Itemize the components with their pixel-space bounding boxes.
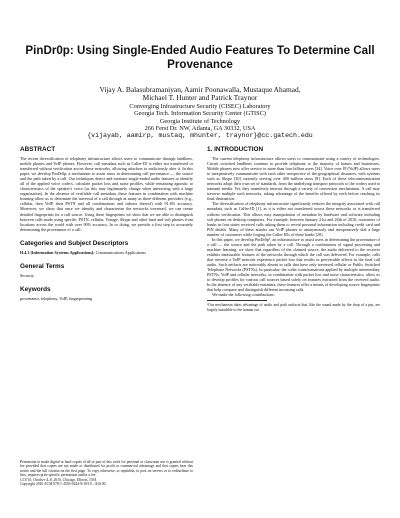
paper-title: PinDr0p: Using Single-Ended Audio Features To Determine Call Provenance — [25, 44, 375, 71]
author-block — [30, 86, 370, 140]
author-names-line2: Michael T. Hunter and Patrick Traynor — [142, 93, 258, 103]
left-column — [20, 146, 193, 301]
general-terms-text: Security — [20, 272, 34, 278]
intro-paragraph-1: The current telephony infrastructure allows users to communicate using a variety of technologies. Circuit switched landlines continue to provide telephony to the majority of homes and businesses. Mobile phones now offer service to more than four billion users [34]. Voice over IP (VoIP) allows users to inexpensively communicate with each other irrespective of the geographical distances, with systems such as Skype [30] currently serving over 400 million users [8]. Each of these telecommunication networks adopt their own set of standards, from the underlying transport protocols to the codecs used to transmit media. Yet, they seamlessly interact through a variety of conversion mechanisms. A call may traverse multiple such networks, taking advantage of the benefits offered by each before reaching its final destination. — [207, 156, 380, 202]
intro-paragraph-3: In this paper, we develop PinDr0p¹, an infrastructure to assist users in determining the provenance of a call — the source and the path taken by a call. Through a combination of signal processing and machine learning, we show that regardless of the claimed source, the audio delivered to the receiver exhibits measurable features of the networks through which the call was delivered. For example, calls that traverse a VoIP network experience packet loss that results in perceivable effects in the final call audio. Such artifacts are noticeably absent in calls that have only traversed cellular or Public Switched Telephone Networks (PSTNs). In particular, the codec transformations applied by multiple intermediary PSTNs, VoIP and cellular networks, in combination with packet loss and noise characteristics, allow us to develop profiles for various call sources based solely on features extracted from the received audio. In the absence of any verifiable metadata, these features offer a means of developing source fingerprints that help compare and distinguish different incoming calls. — [207, 236, 380, 293]
affiliation-center: Georgia Tech. Information Security Center (GTISC) — [134, 110, 266, 118]
affiliation-institute: Georgia Institute of Technology — [159, 117, 241, 125]
intro-paragraph-4: We make the following contributions: — [212, 292, 275, 298]
keywords-text: provenance, telephony, VoIP, fingerprinting — [20, 295, 93, 301]
categories-heading: Categories and Subject Descriptors — [20, 239, 129, 247]
right-column — [207, 146, 380, 313]
general-terms-heading: General Terms — [20, 262, 65, 270]
footnote-rule — [207, 300, 267, 301]
affiliation-lab: Converging Infrastructure Security (CISEC) Laboratory — [129, 102, 271, 110]
categories-text: Communications Applications — [95, 249, 146, 255]
abstract-heading: ABSTRACT — [20, 146, 56, 153]
intro-paragraph-2: The diversification of telephony infrastructure significantly reduces the integrity associated with call metadata, such as Caller-ID [1], as it is either not transferred across these networks or is transferred without verification. This allows easy manipulation of metadata by hardware and software including soft phones on desktop computers. For example, between January 21st and 26th of 2010, customers of banks in four states received calls asking them to reveal personal information including credit card and PIN details. Many of these attacks use VoIP phones to anonymously and inexpensively dial a large number of customers while forging the Caller-IDs of these banks [20]. — [207, 201, 380, 237]
categories-code: H.4.3 [Information Systems Applications]: — [20, 249, 95, 255]
copyright-conference: CCS'10, October 4–8, 2010, Chicago, Illinois, USA. — [20, 477, 97, 482]
copyright-rights: Copyright 2010 ACM 978-1-4503-0244-9/10/10 ...$10.00. — [20, 482, 107, 487]
author-emails: {vijayab, aamirp, mustaq, mhunter, traynor}@cc.gatech.edu — [87, 132, 313, 140]
copyright-permission: Permission to make digital or hard copies of all or part of this work for personal or classroom use is granted without fee provided that copies are not made or distributed for profit or commercial advantage and that copies bear this notice and the full citation on the first page. To copy otherwise, to republish, to post on servers or to redistribute to lists, requires prior specific permission and/or a fee. — [20, 460, 193, 478]
keywords-heading: Keywords — [20, 285, 51, 293]
copyright-notice — [20, 460, 193, 486]
footnote: ¹Our mechanism takes advantage of audio and path artifacts that, like the sound made by the drop of a pin, are largely inaudible to the human ear. — [207, 303, 380, 312]
abstract-text: The recent diversification of telephony infrastructure allows users to communicate through landlines, mobile phones and VoIP phones. However, call metadata such as Caller-ID is either not transferred or transferred without verification across these networks, allowing attackers to maliciously alter it. In this paper, we develop PinDr0p, a mechanism to assist users in determining call provenance — the source and the path taken by a call. Our techniques detect and measure single-ended audio features to identify all of the applied voice codecs, calculate packet loss and noise profiles, while remaining agnostic to characteristics of the speaker's voice (as this may legitimately change when interacting with a large organization). In the absence of verifiable call metadata, these features in combination with machine learning allow us to determine the traversal of a call through as many as three different providers (e.g., cellular, then VoIP, then PSTN and all combinations and subsets thereof) with 91.6% accuracy. Moreover, we show that once we identify and characterize the networks traversed, we can create detailed fingerprints for a call source. Using these fingerprints we show that we are able to distinguish between calls made using specific PSTN, cellular, Vonage, Skype and other hard and soft phones from locations across the world with over 90% accuracy. In so doing, we provide a first step in accurately determining the provenance of a call. — [20, 156, 193, 232]
categories-entry — [20, 250, 193, 255]
introduction-heading: 1. INTRODUCTION — [207, 146, 264, 153]
affiliation-address: 266 Ferst Dr. NW, Atlanta, GA 30332, USA — [144, 125, 256, 133]
author-names-line1: Vijay A. Balasubramaniyan, Aamir Poonawalla, Mustaque Ahamad, — [99, 85, 301, 94]
